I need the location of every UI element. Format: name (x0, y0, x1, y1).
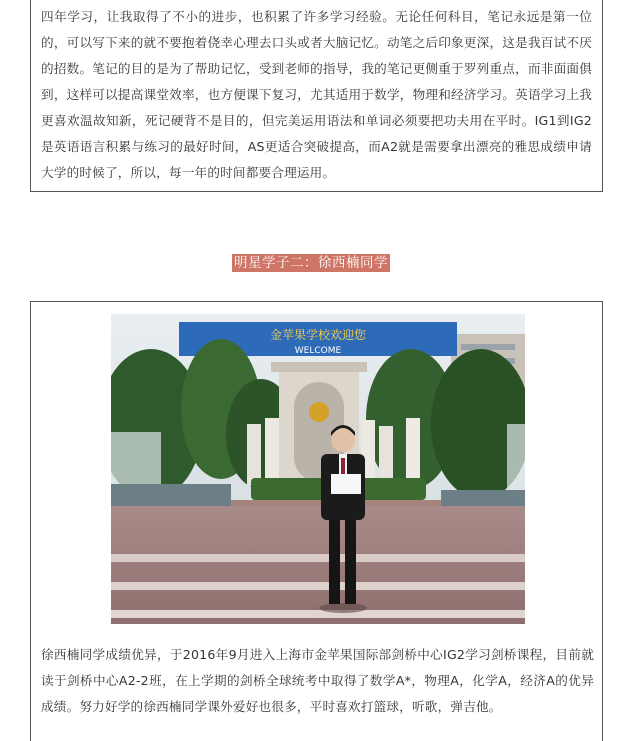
section-heading-row (0, 252, 622, 272)
banner-sub-text: WELCOME (294, 346, 342, 356)
article-box-2 (30, 301, 603, 741)
section-heading: 明星学子二：徐西楠同学 (234, 255, 388, 271)
article-box-1 (30, 0, 603, 192)
banner-text: 金苹果学校欢迎您 (269, 328, 367, 342)
story1-paragraph: 四年学习，让我取得了不小的进步，也积累了许多学习经验。无论任何科目，笔记永远是第一位的，可以写下来的就不要抱着侥幸心理去口头或者大脑记忆。动笔之后印象更深，这是我百试不厌的招数。笔记的目的是为了帮助记忆，受到老师的指导，我的笔记更侧重于罗列重点，而非面面俱到，这样可以提高课堂效率，也方便课下复习，尤其适用于数学，物理和经济学习。英语学习上我更喜欢温故知新，死记硬背不是目的，但完美运用语法和单词必须要把功夫用在平时。IG1到IG2是英语语言积累与练习的最好时间，AS更适合突破提高，而A2就是需要拿出漂亮的雅思成绩申请大学的时候了，所以，每一年的时间都要合理运用。 (41, 9, 592, 180)
golden-apple (309, 402, 329, 422)
story2-paragraph: 徐西楠同学成绩优异，于2016年9月进入上海市金苹果国际部剑桥中心IG2学习剑桥课程，目前就读于剑桥中心A2-2班，在上学期的剑桥全球统考中取得了数学A*，物理A，化学A，经济A的优异成绩。努力好学的徐西楠同学课外爱好也很多，平时喜欢打篮球，听歌，弹吉他。 (41, 647, 594, 714)
photo-illustration (111, 314, 525, 624)
student-photo (111, 314, 525, 624)
certificate (331, 474, 361, 494)
